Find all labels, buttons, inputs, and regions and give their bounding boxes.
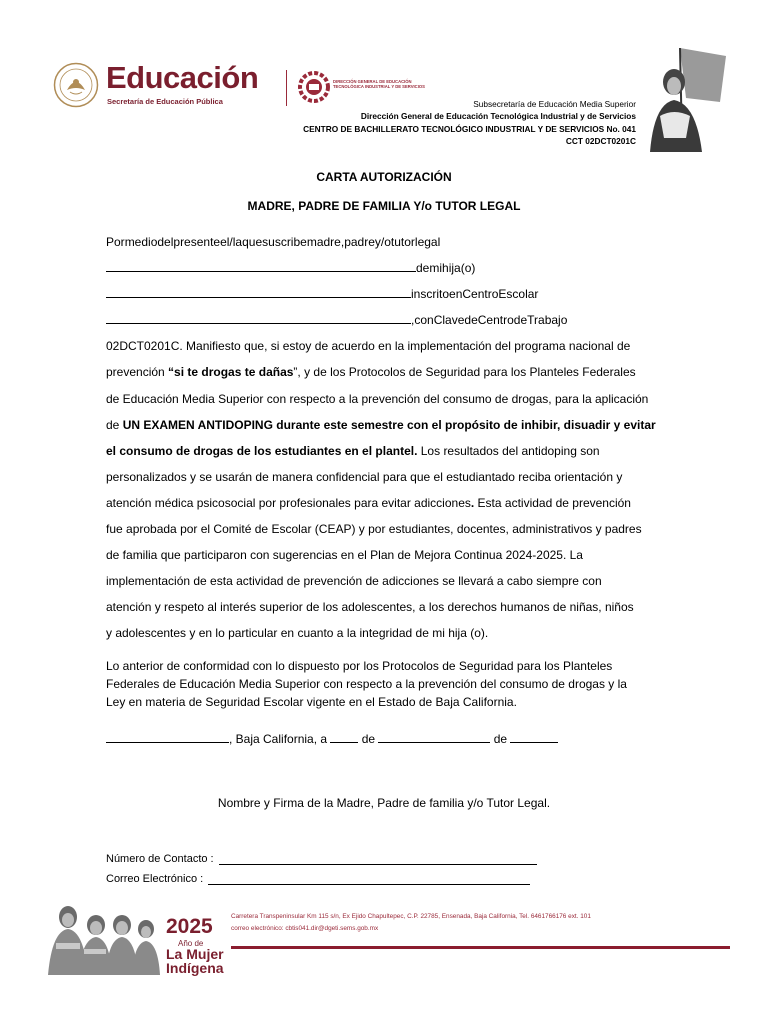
word: y/o — [374, 235, 391, 249]
word: mi — [429, 261, 443, 276]
paragraph-line: Lo anterior de conformidad con lo dispuesto por los Protocolos de Seguridad para los Planteles — [106, 659, 613, 673]
text-run: de — [106, 417, 123, 432]
text-run: atención médica psicosocial por profesionales para evitar adicciones — [106, 495, 471, 510]
word: padre — [344, 235, 375, 249]
word: con — [414, 313, 434, 328]
paragraph-line — [106, 386, 661, 412]
dgeti-text-line: DIRECCIÓN GENERAL DE EDUCACIÓN — [333, 79, 412, 84]
day-blank[interactable] — [330, 728, 358, 743]
word: (o) — [460, 261, 476, 276]
dgeti-text-line: TECNOLÓGICA INDUSTRIAL Y DE SERVICIOS — [333, 84, 425, 89]
school-name-blank[interactable] — [106, 309, 411, 324]
word: Centro — [477, 313, 514, 328]
paragraph-line — [106, 281, 661, 307]
dgeti-gear-icon — [298, 70, 330, 104]
student-name-blank[interactable] — [106, 283, 411, 298]
paragraph-line — [106, 620, 661, 646]
word: Por — [106, 235, 125, 249]
email-label: Correo Electrónico : — [106, 873, 204, 885]
footer-address: Carretera Transpeninsular Km 115 s/n, Ex Ejido Chapultepec, C.P. 22785, Ensenada, Baja California, Tel. 6461766176 ext. 101 — [231, 913, 591, 920]
date-text: de — [358, 732, 379, 746]
parent-name-blank[interactable] — [106, 257, 416, 272]
text-run: fue aprobada por el Comité de Escolar (CEAP) y por estudiantes, docentes, administrativos y padres — [106, 522, 642, 537]
paragraph-line — [106, 255, 661, 281]
phone-field[interactable] — [219, 853, 537, 865]
date-text: , Baja California, a — [229, 732, 331, 746]
date-place-line — [106, 728, 558, 746]
word: medio — [124, 235, 158, 249]
word: Centro — [462, 287, 499, 302]
year-logo-ano-de: Año de — [178, 939, 204, 948]
word: suscribe — [262, 235, 307, 249]
word: que — [242, 235, 263, 249]
word: Clave — [433, 313, 465, 328]
paragraph-line — [106, 490, 661, 516]
text-run: atención y respeto al interés superior de los adolescentes, a los derechos humanos de niñas, niños — [106, 600, 634, 615]
word: presente — [173, 235, 221, 249]
text-run: de familia que participaron con sugerencias en el Plan de Mejora Continua 2024-2025. La — [106, 548, 583, 563]
word: de — [513, 313, 528, 328]
city-blank[interactable] — [106, 728, 229, 743]
text-run: Esta actividad de prevención — [474, 495, 631, 510]
word: en — [449, 287, 463, 302]
word: inscrito — [411, 287, 450, 302]
year-2025-logo: 2025 — [166, 915, 213, 938]
signature-label: Nombre y Firma de la Madre, Padre de familia y/o Tutor Legal. — [217, 796, 551, 810]
contact-phone-row — [106, 853, 537, 865]
word: Trabajo — [527, 313, 568, 328]
paragraph-line — [106, 438, 661, 464]
text-run: implementación de esta actividad de prevención de adicciones se llevará a cabo siempre con — [106, 574, 602, 589]
footer-email: correo electrónico: cbtis041.dir@dgeti.sems.gob.mx — [231, 925, 379, 932]
paragraph-line — [106, 542, 661, 568]
word: Escolar — [498, 287, 539, 302]
word: , — [411, 313, 415, 328]
word: hija — [442, 261, 461, 276]
flag-woman-illustration-icon — [640, 42, 732, 152]
educacion-logo-text: Educación — [106, 60, 259, 95]
text-run: Los resultados del antidoping son — [417, 443, 600, 458]
sep-subtitle: Secretaría de Educación Pública — [107, 97, 223, 106]
institution-line: Dirección General de Educación Tecnológica Industrial y de Servicios — [360, 111, 636, 121]
indigenous-women-illustration-icon — [42, 903, 160, 975]
word: de — [464, 313, 478, 328]
contact-email-row — [106, 873, 530, 885]
email-field[interactable] — [208, 873, 530, 885]
paragraph-line — [106, 464, 661, 490]
word: tutor — [390, 235, 415, 249]
bold-text: el consumo de drogas de los estudiantes en el plantel. — [106, 443, 418, 458]
text-run: prevención — [106, 365, 169, 380]
text-run: 02DCT0201C. Manifiesto que, si estoy de acuerdo en la implementación del programa nacional de — [106, 339, 631, 354]
paragraph-line — [106, 229, 661, 255]
bold-text: . — [470, 495, 475, 510]
paragraph-line — [106, 594, 661, 620]
text-run: ”, y de los Protocolos de Seguridad para los Planteles Federales — [293, 365, 636, 380]
school-name-group — [106, 313, 414, 327]
text-run: y adolescentes y en lo particular en cuanto a la integridad de mi hija (o). — [106, 626, 489, 641]
footer-rule — [231, 946, 730, 949]
institution-line: Subsecretaría de Educación Media Superior — [473, 99, 636, 109]
document-title: CARTA AUTORIZACIÓN — [316, 170, 452, 184]
month-blank[interactable] — [378, 728, 490, 743]
date-text: de — [490, 732, 511, 746]
text-run: de Educación Media Superior con respecto a la prevención del consumo de drogas, para la aplicación — [106, 391, 649, 406]
legal-basis-paragraph — [106, 657, 661, 712]
paragraph-line — [106, 568, 661, 594]
word: legal — [414, 235, 441, 249]
word: de — [416, 261, 430, 276]
mexico-seal-icon — [53, 62, 99, 108]
phone-label: Número de Contacto : — [106, 853, 214, 865]
document-subtitle: MADRE, PADRE DE FAMILIA Y/o TUTOR LEGAL — [247, 199, 521, 213]
paragraph-line: Federales de Educación Media Superior con respecto a la prevención del consumo de drogas y la — [106, 677, 627, 692]
year-logo-indigena: Indígena — [166, 960, 224, 976]
institution-line: CENTRO DE BACHILLERATO TECNOLÓGICO INDUSTRIAL Y DE SERVICIOS No. 041 — [303, 124, 636, 134]
year-logo-mujer: La Mujer — [166, 946, 224, 962]
authorization-paragraph — [106, 229, 661, 647]
paragraph-line — [106, 307, 661, 333]
word: el/la — [220, 235, 243, 249]
dgeti-logo-text — [333, 79, 425, 89]
bold-text: UN EXAMEN ANTIDOPING durante este semestre con el propósito de inhibir, disuadir y evitar — [122, 417, 656, 432]
text-run: personalizados y se usarán de manera confidencial para que el estudiantado reciba orientación y — [106, 469, 623, 484]
paragraph-line — [106, 359, 661, 385]
header-divider — [286, 70, 287, 106]
paragraph-line: Ley en materia de Seguridad Escolar vigente en el Estado de Baja California. — [106, 695, 517, 710]
program-name: “si te drogas te dañas — [168, 365, 294, 380]
student-name-group — [106, 287, 449, 301]
year-blank[interactable] — [510, 728, 558, 743]
word: del — [157, 235, 174, 249]
institution-cct: CCT 02DCT0201C — [565, 136, 636, 146]
word: madre, — [306, 235, 345, 249]
paragraph-line — [106, 333, 661, 359]
paragraph-line — [106, 516, 661, 542]
paragraph-line — [106, 412, 661, 438]
